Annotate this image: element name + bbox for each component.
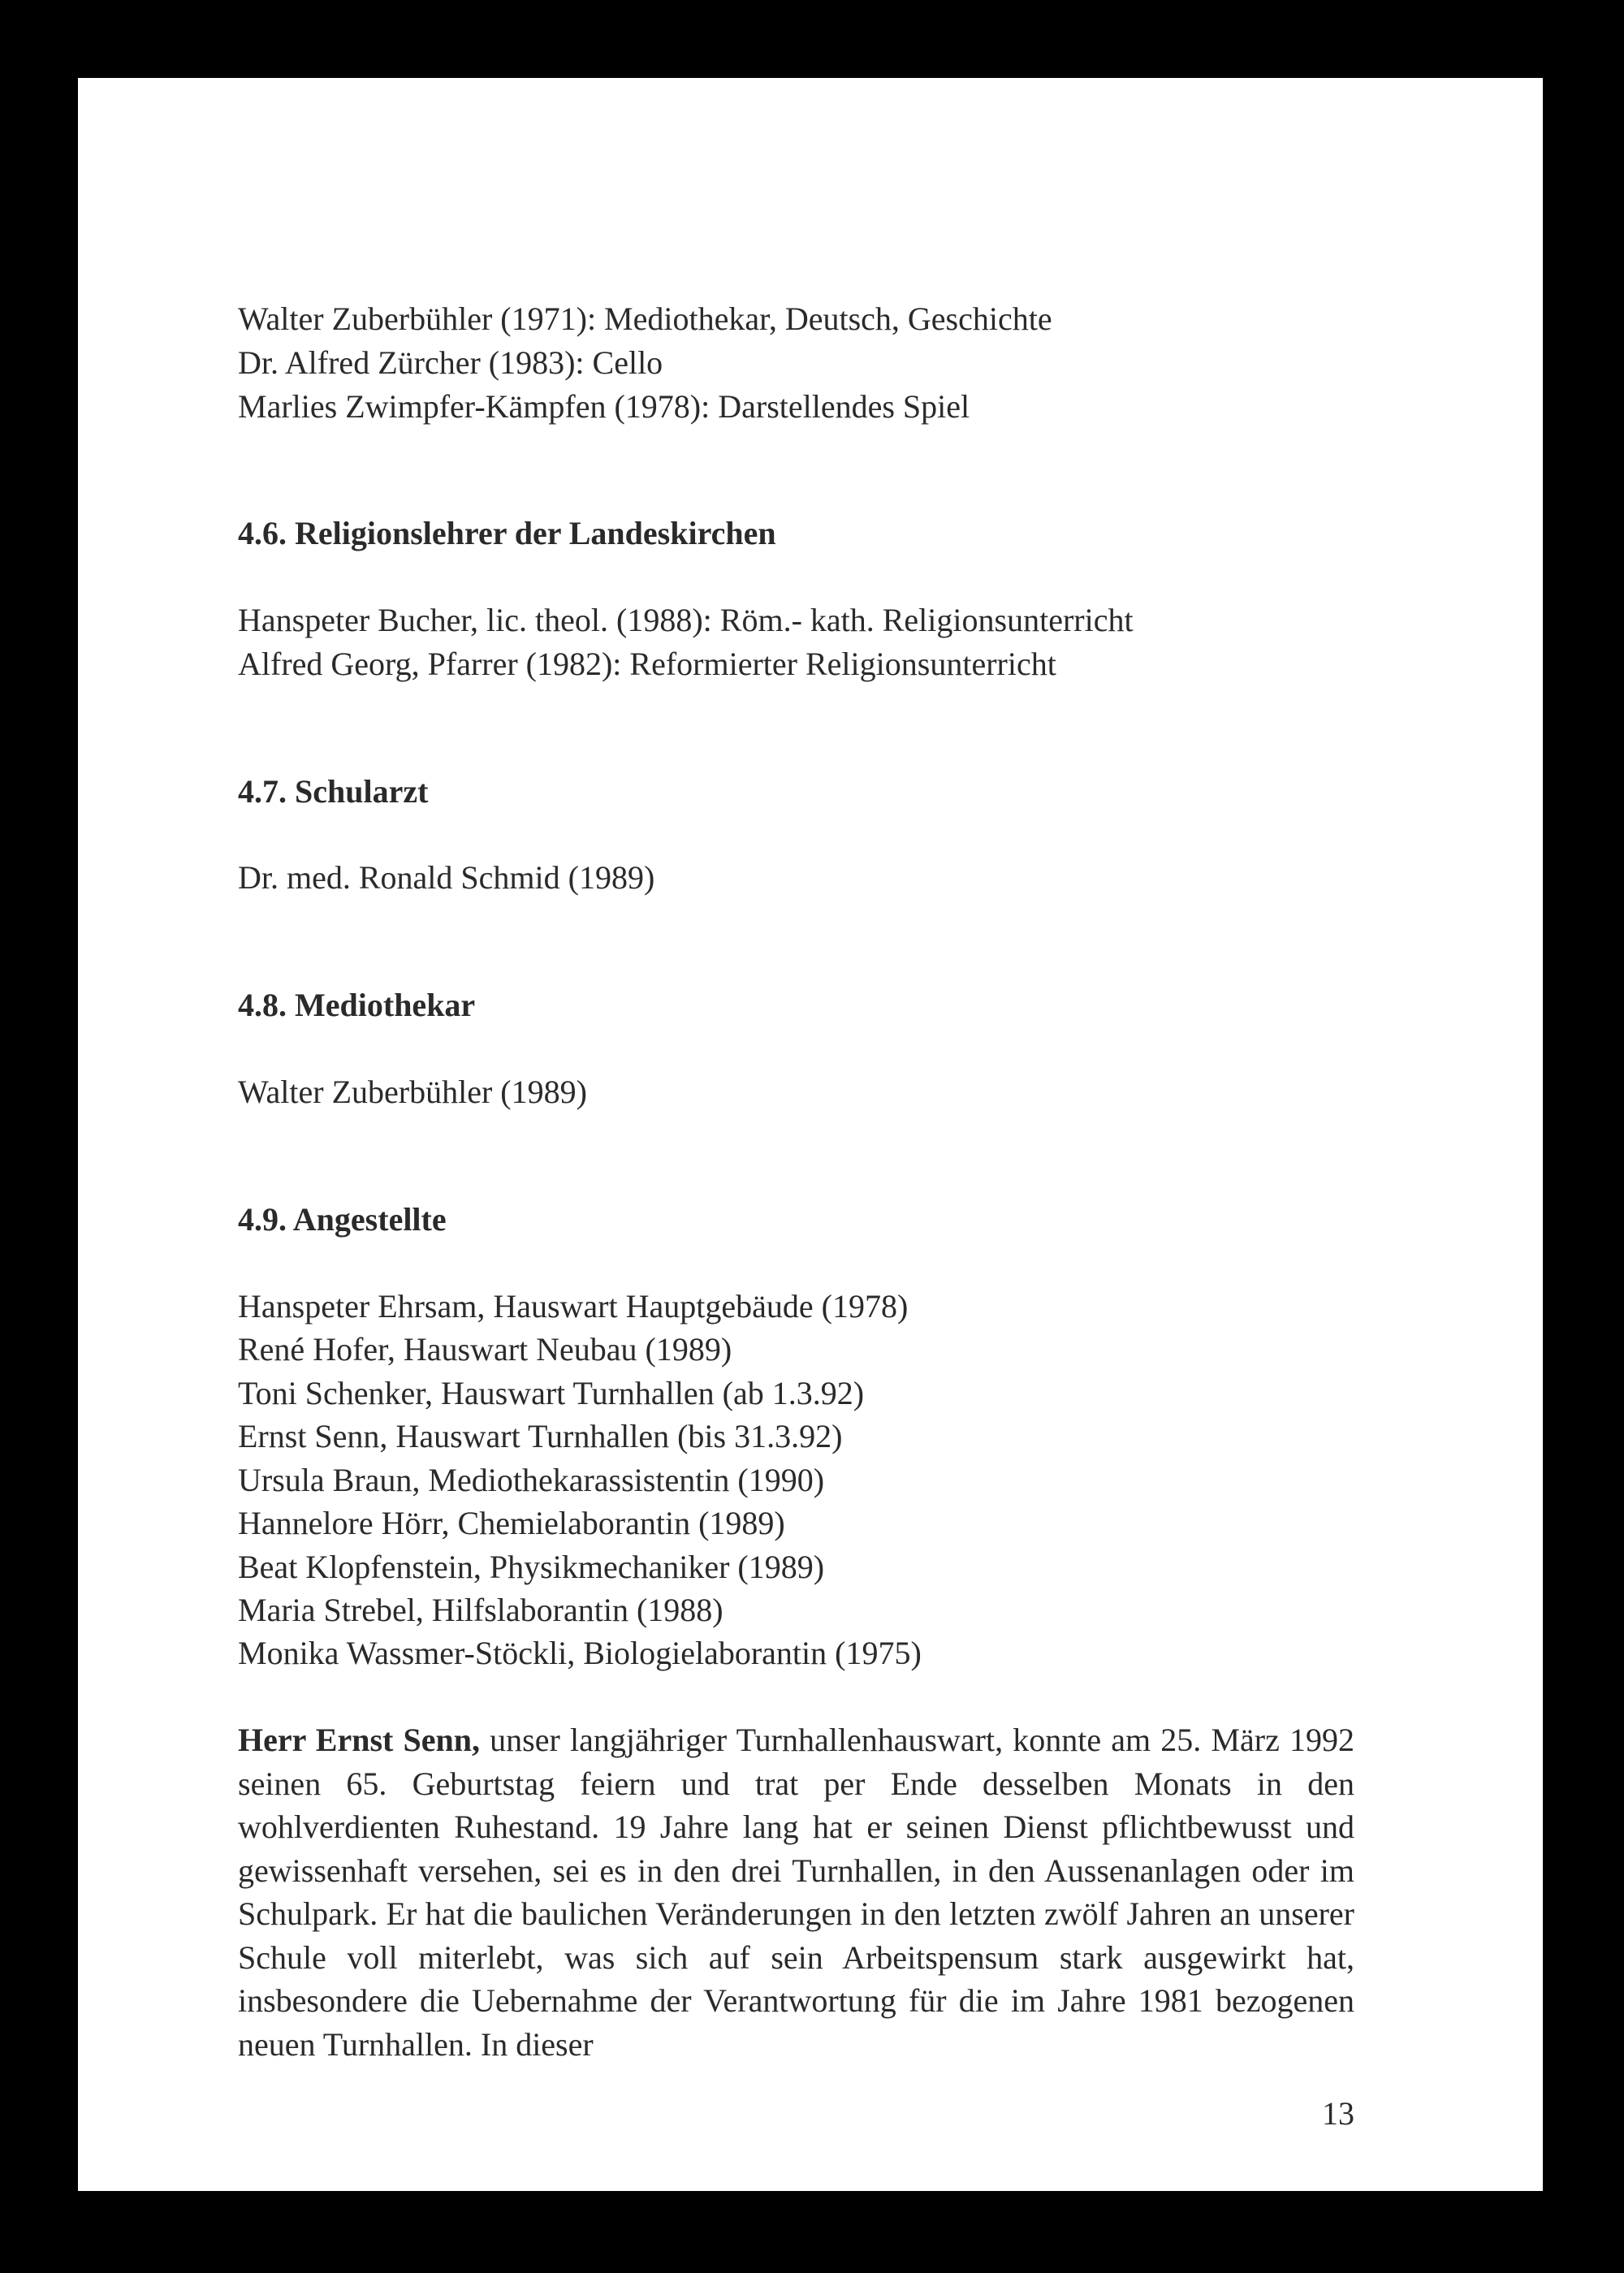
section-heading-4-7: 4.7. Schularzt xyxy=(238,773,429,810)
employee-line: Hanspeter Ehrsam, Hauswart Hauptgebäude (1978) xyxy=(238,1288,909,1324)
employee-line: Monika Wassmer-Stöckli, Biologielaborantin (1975) xyxy=(238,1635,922,1671)
staff-line: Dr. Alfred Zürcher (1983): Cello xyxy=(238,344,663,381)
section-heading-4-8: 4.8. Mediothekar xyxy=(238,987,476,1023)
page-number: 13 xyxy=(1322,2095,1354,2132)
employee-line: Maria Strebel, Hilfslaborantin (1988) xyxy=(238,1592,723,1628)
employee-line: Ernst Senn, Hauswart Turnhallen (bis 31.3.92) xyxy=(238,1418,843,1454)
staff-line: Walter Zuberbühler (1971): Mediothekar, Deutsch, Geschichte xyxy=(238,300,1052,337)
staff-line: Marlies Zwimpfer-Kämpfen (1978): Darstellendes Spiel xyxy=(238,388,970,425)
religion-teacher-line: Alfred Georg, Pfarrer (1982): Reformierter Religionsunterricht xyxy=(238,646,1056,682)
document-page xyxy=(78,78,1543,2191)
mediothekar-line: Walter Zuberbühler (1989) xyxy=(238,1074,587,1110)
employee-line: Hannelore Hörr, Chemielaborantin (1989) xyxy=(238,1505,785,1541)
employee-line: Beat Klopfenstein, Physikmechaniker (1989) xyxy=(238,1549,825,1585)
tribute-name: Herr Ernst Senn, xyxy=(238,1722,481,1758)
employee-line: René Hofer, Hauswart Neubau (1989) xyxy=(238,1331,732,1368)
religion-teacher-line: Hanspeter Bucher, lic. theol. (1988): Röm.- kath. Religionsunterricht xyxy=(238,602,1134,638)
employee-line: Ursula Braun, Mediothekarassistentin (1990) xyxy=(238,1462,825,1498)
school-doctor-line: Dr. med. Ronald Schmid (1989) xyxy=(238,859,655,896)
section-heading-4-9: 4.9. Angestellte xyxy=(238,1201,447,1238)
section-heading-4-6: 4.6. Religionslehrer der Landeskirchen xyxy=(238,515,776,551)
employee-line: Toni Schenker, Hauswart Turnhallen (ab 1.3.92) xyxy=(238,1375,865,1411)
tribute-paragraph xyxy=(238,1718,1354,2066)
tribute-text: unser langjähriger Turnhallenhauswart, konnte am 25. März 1992 seinen 65. Geburtstag feiern und trat per Ende desselben Monats in den wohlverdienten Ruhestand. 19 Jahre lang hat er seinen Dienst pflichtbewusst und gewissenhaft versehen, sei es in den drei Turnhallen, in den Aussenanlagen oder im Schulpark. Er hat die baulichen Veränderungen in den letzten zwölf Jahren an unserer Schule voll miterlebt, was sich auf sein Arbeitspensum stark ausgewirkt hat, insbesondere die Uebernahme der Verantwortung für die im Jahre 1981 bezogenen neuen Turnhallen. In dieser xyxy=(238,1722,1354,2063)
